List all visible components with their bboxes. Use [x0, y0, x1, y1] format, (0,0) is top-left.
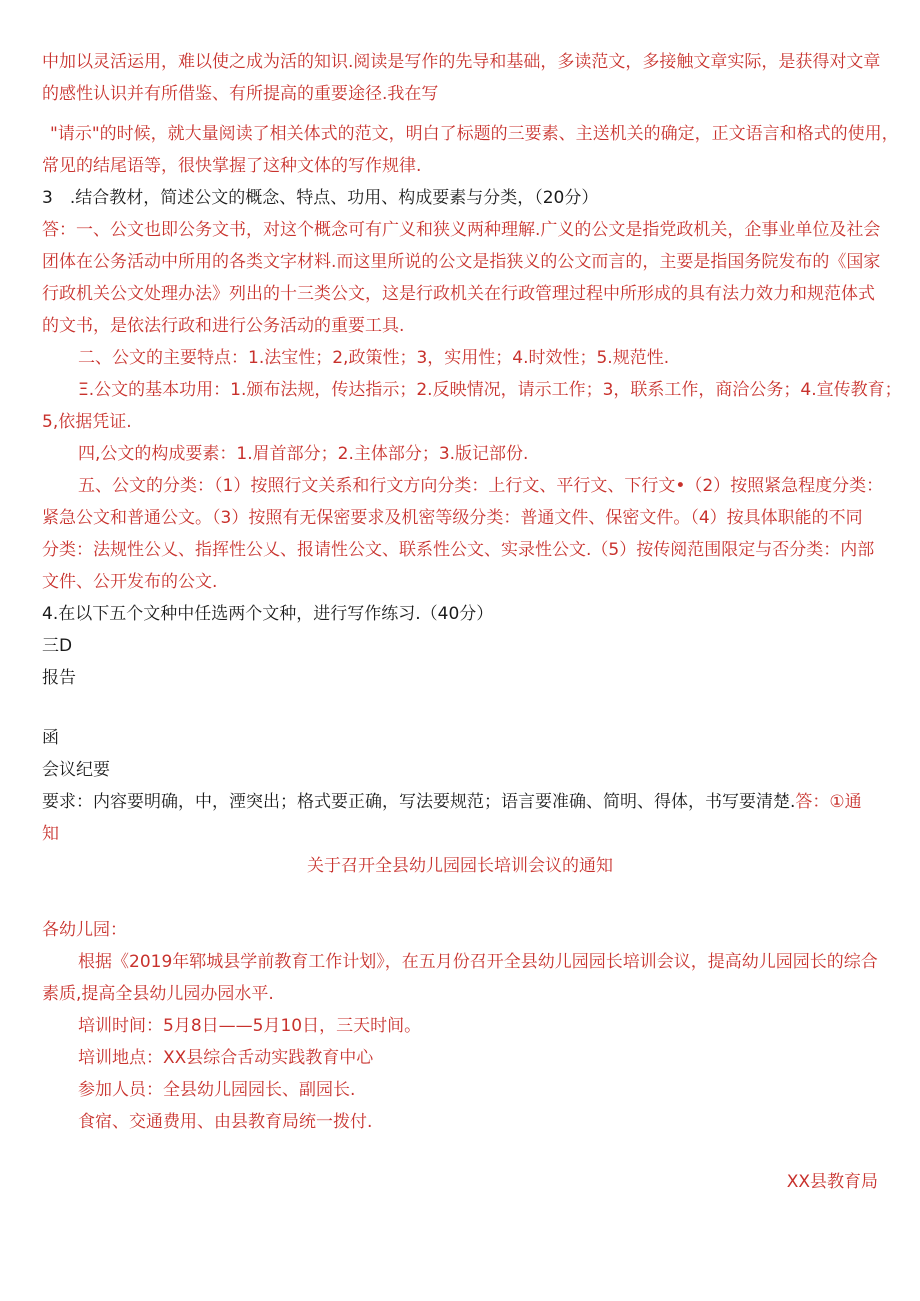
functions-line-2: 5,依据凭证. — [42, 412, 132, 432]
answer-3-line-2: 团体在公务活动中所用的各类文字材料.而这里所说的公文是指狭义的公文而言的，主要是指国务院发布的《国家 — [42, 252, 881, 272]
notice-training-time: 培训时间：5月8日——5月10日，三天时间。 — [78, 1016, 422, 1036]
answer-3-line-1: 答：一、公文也即公务文书，对这个概念可有广义和狭义两种理解.广义的公文是指党政机关，企事业单位及社会 — [42, 220, 881, 240]
question-4: 4.在以下五个文种中任选两个文种，进行写作练习.（40分） — [42, 604, 494, 624]
para-line-3: "请示"的时候，就大量阅读了相关体式的范文，明白了标题的三要素、主送机关的确定，正文语言和格式的使用， — [50, 124, 899, 144]
option-item-minutes: 会议纪要 — [42, 760, 110, 780]
option-item-letter: 函 — [42, 728, 59, 748]
answer-4-continued: 知 — [42, 824, 59, 844]
functions-line-1: Ξ.公文的基本功用：1.颁布法规，传达指示；2.反映情况，请示工作；3，联系工作，商洽公务；4.宣传教育； — [78, 380, 902, 400]
classification-line-1: 五、公文的分类：（1）按照行文关系和行文方向分类：上行文、平行文、下行文•（2）按照紧急程度分类： — [78, 476, 884, 496]
elements-line: 四,公文的构成要素：1.眉首部分；2.主体部分；3.版记部份. — [78, 444, 529, 464]
notice-title: 关于召开全县幼儿园园长培训会议的通知 — [307, 856, 613, 876]
notice-expenses: 食宿、交通费用、由县教育局统一拨付. — [78, 1112, 373, 1132]
option-item-report: 报告 — [42, 668, 76, 688]
answer-4-start: 答：①通 — [795, 792, 862, 812]
notice-signature: XX县教育局 — [786, 1172, 878, 1192]
notice-salutation: 各幼儿园： — [42, 920, 127, 940]
classification-line-4: 文件、公开发布的公文. — [42, 572, 218, 592]
classification-line-3: 分类：法规性公乂、指挥性公乂、报请性公文、联系性公文、实录性公文.（5）按传阅范围限定与否分类：内部 — [42, 540, 875, 560]
para-line-2: 的感性认识并有所借鉴、有所提高的重要途径.我在写 — [42, 84, 439, 104]
requirements-text: 要求：内容要明确，中，湮突出；格式要正确，写法要规范；语言要准确、简明、得体，书写要清楚. — [42, 792, 796, 812]
requirements-line — [42, 791, 862, 813]
question-3: 3 .结合教材，简述公文的概念、特点、功用、构成要素与分类，（20分） — [42, 188, 599, 208]
option-item-1: 三D — [42, 636, 73, 656]
para-line-1: 中加以灵活运用，难以使之成为活的知识.阅读是写作的先导和基础，多读范文，多接触文章实际，是获得对文章 — [42, 52, 881, 72]
notice-participants: 参加人员：全县幼儿园园长、副园长. — [78, 1080, 356, 1100]
notice-body-line-1: 根据《2019年郓城县学前教育工作计划》，在五月份召开全县幼儿园园长培训会议，提高幼儿园园长的综合 — [78, 952, 878, 972]
classification-line-2: 紧急公文和普通公文。（3）按照有无保密要求及机密等级分类：普通文件、保密文件。（4）按具体职能的不同 — [42, 508, 863, 528]
notice-training-place: 培训地点：XX县综合舌动实践教育中心 — [78, 1048, 374, 1068]
answer-3-line-4: 的文书，是依法行政和进行公务活动的重要工具. — [42, 316, 405, 336]
notice-body-line-2: 素质,提高全县幼儿园办园水平. — [42, 984, 274, 1004]
features-line: 二、公文的主要特点：1.法宝性；2,政策性；3，实用性；4.时效性；5.规范性. — [78, 348, 670, 368]
para-line-4: 常见的结尾语等，很快掌握了这种文体的写作规律. — [42, 156, 422, 176]
answer-3-line-3: 行政机关公文处理办法》列出的十三类公文，这是行政机关在行政管理过程中所形成的具有法力效力和规范体式 — [42, 284, 875, 304]
